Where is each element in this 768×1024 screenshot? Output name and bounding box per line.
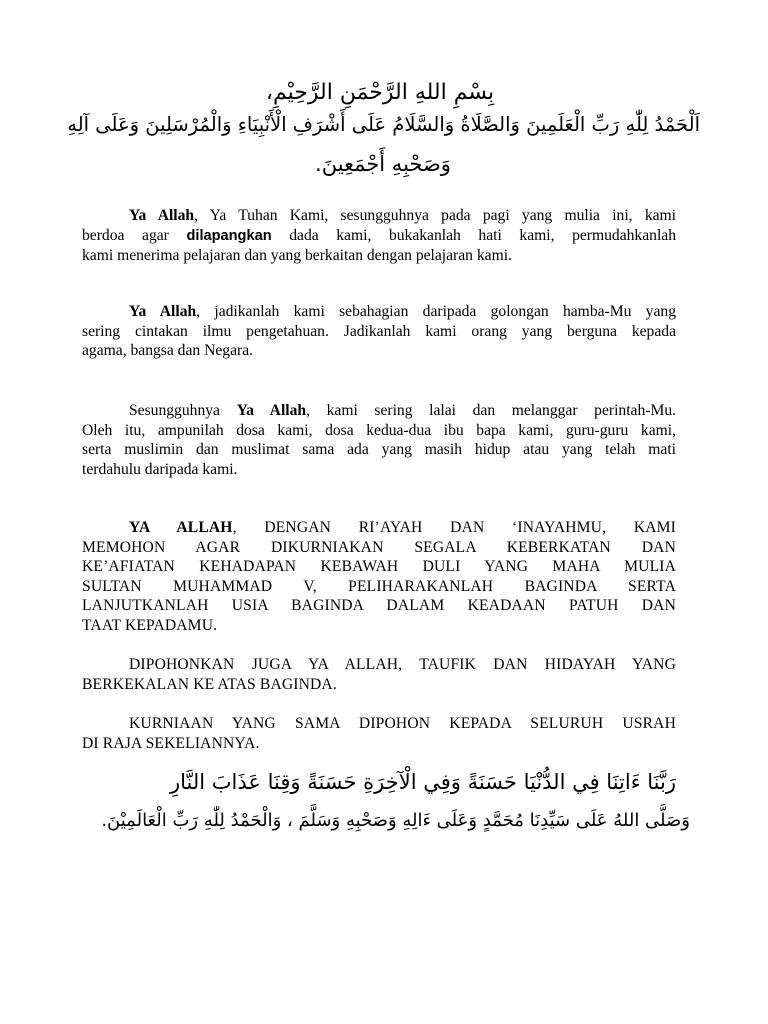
paragraph-4-line-3: KE’AFIATAN KEHADAPAN KEBAWAH DULI YANG MAHA MULIA xyxy=(82,558,676,576)
paragraph-5 xyxy=(82,655,676,694)
paragraph-3-line-1-pre: Sesungguhnya xyxy=(129,402,237,419)
opening-basmala: بِسْمِ اللهِ الرَّحْمَنِ الرَّحِيْمِ، xyxy=(265,80,495,105)
closing-doa-line1: رَبَّنَا ءَاتِنَا فِي الدُّنْيَا حَسَنَةً وَفِي الْآخِرَةِ حَسَنَةً وَقِنَا عَذَابَ النَّارِ xyxy=(169,770,676,794)
paragraph-4-line-2: MEMOHON AGAR DIKURNIAKAN SEGALA KEBERKATAN DAN xyxy=(82,538,676,556)
opening-hamdalah-line1: اَلْحَمْدُ لِلّٰهِ رَبِّ الْعَلَمِينَ وَالصَّلَاةُ وَالسَّلَامُ عَلَى أَشْرَفِ الْأَنْبِيَاءِ وَالْمُرْسَلِينَ وَعَلَى آلِهِ xyxy=(67,113,700,136)
paragraph-5-line-2: BERKEKALAN KE ATAS BAGINDA. xyxy=(82,675,337,693)
paragraph-3-line-1 xyxy=(82,401,676,421)
paragraph-4-line-4: SULTAN MUHAMMAD V, PELIHARAKANLAH BAGINDA SERTA xyxy=(82,577,676,595)
paragraph-1-line-3: kami menerima pelajaran dan yang berkaitan dengan pelajaran kami. xyxy=(82,247,512,265)
paragraph-1-line-2-pre: berdoa agar xyxy=(82,226,187,244)
paragraph-6-line-1: KURNIAAN YANG SAMA DIPOHON KEPADA SELURUH USRAH xyxy=(129,715,676,732)
paragraph-4-line-1 xyxy=(82,518,676,538)
ya-allah-bold: Ya Allah xyxy=(129,303,197,320)
ya-allah-bold: Ya Allah xyxy=(236,402,307,419)
ya-allah-bold: Ya Allah xyxy=(129,207,195,224)
paragraph-1 xyxy=(82,206,676,266)
closing-doa-line2: وَصَلَّى اللهُ عَلَى سَيِّدِنَا مُحَمَّدٍ وَعَلَى ءَالِهِ وَصَحْبِهِ وَسَلَّمَ ، وَالْحَمْدُ لِلّٰهِ رَبِّ الْعَالَمِيْنَ. xyxy=(101,810,690,831)
paragraph-1-line-1 xyxy=(82,206,676,226)
opening-hamdalah-line2: وَصَحْبِهِ أَجْمَعِينَ. xyxy=(315,152,451,176)
paragraph-6-line-2: DI RAJA SEKELIANNYA. xyxy=(82,734,260,752)
paragraph-1-line-2-text: dada kami, bukakanlah hati kami, permudahkanlah xyxy=(271,226,676,244)
paragraph-2-line-2: sering cintakan ilmu pengetahuan. Jadikanlah kami orang yang berguna kepada xyxy=(82,322,676,340)
paragraph-2-line-1-text: , jadikanlah kami sebahagian daripada golongan hamba-Mu yang xyxy=(196,303,676,320)
paragraph-4-line-5: LANJUTKANLAH USIA BAGINDA DALAM KEADAAN PATUH DAN xyxy=(82,597,676,615)
dilapangkan-bold: dilapangkan xyxy=(186,227,272,244)
paragraph-1-line-2 xyxy=(82,226,676,247)
paragraph-2-line-1 xyxy=(82,302,676,322)
paragraph-1-line-1-text: , Ya Tuhan Kami, sesungguhnya pada pagi yang mulia ini, kami xyxy=(194,207,676,224)
paragraph-4-line-6: TAAT KEPADAMU. xyxy=(82,616,218,634)
paragraph-3-line-3: serta muslimin dan muslimat sama ada yang masih hidup atau yang telah mati xyxy=(82,441,676,459)
paragraph-2-line-3: agama, bangsa dan Negara. xyxy=(82,342,254,360)
paragraph-4-line-1-text: , DENGAN RI’AYAH DAN ‘INAYAHMU, KAMI xyxy=(232,519,677,536)
paragraph-4 xyxy=(82,518,676,636)
paragraph-6 xyxy=(82,714,676,753)
paragraph-3 xyxy=(82,401,676,479)
paragraph-3-line-2: Oleh itu, ampunilah dosa kami, dosa kedua-dua ibu bapa kami, guru-guru kami, xyxy=(82,421,676,439)
paragraph-3-line-1-text: , kami sering lalai dan melanggar perintah-Mu. xyxy=(306,402,677,419)
paragraph-3-line-4: terdahulu daripada kami. xyxy=(82,460,238,478)
paragraph-2 xyxy=(82,302,676,361)
ya-allah-upper-bold: YA ALLAH xyxy=(129,519,233,536)
paragraph-5-line-1: DIPOHONKAN JUGA YA ALLAH, TAUFIK DAN HIDAYAH YANG xyxy=(129,656,676,673)
